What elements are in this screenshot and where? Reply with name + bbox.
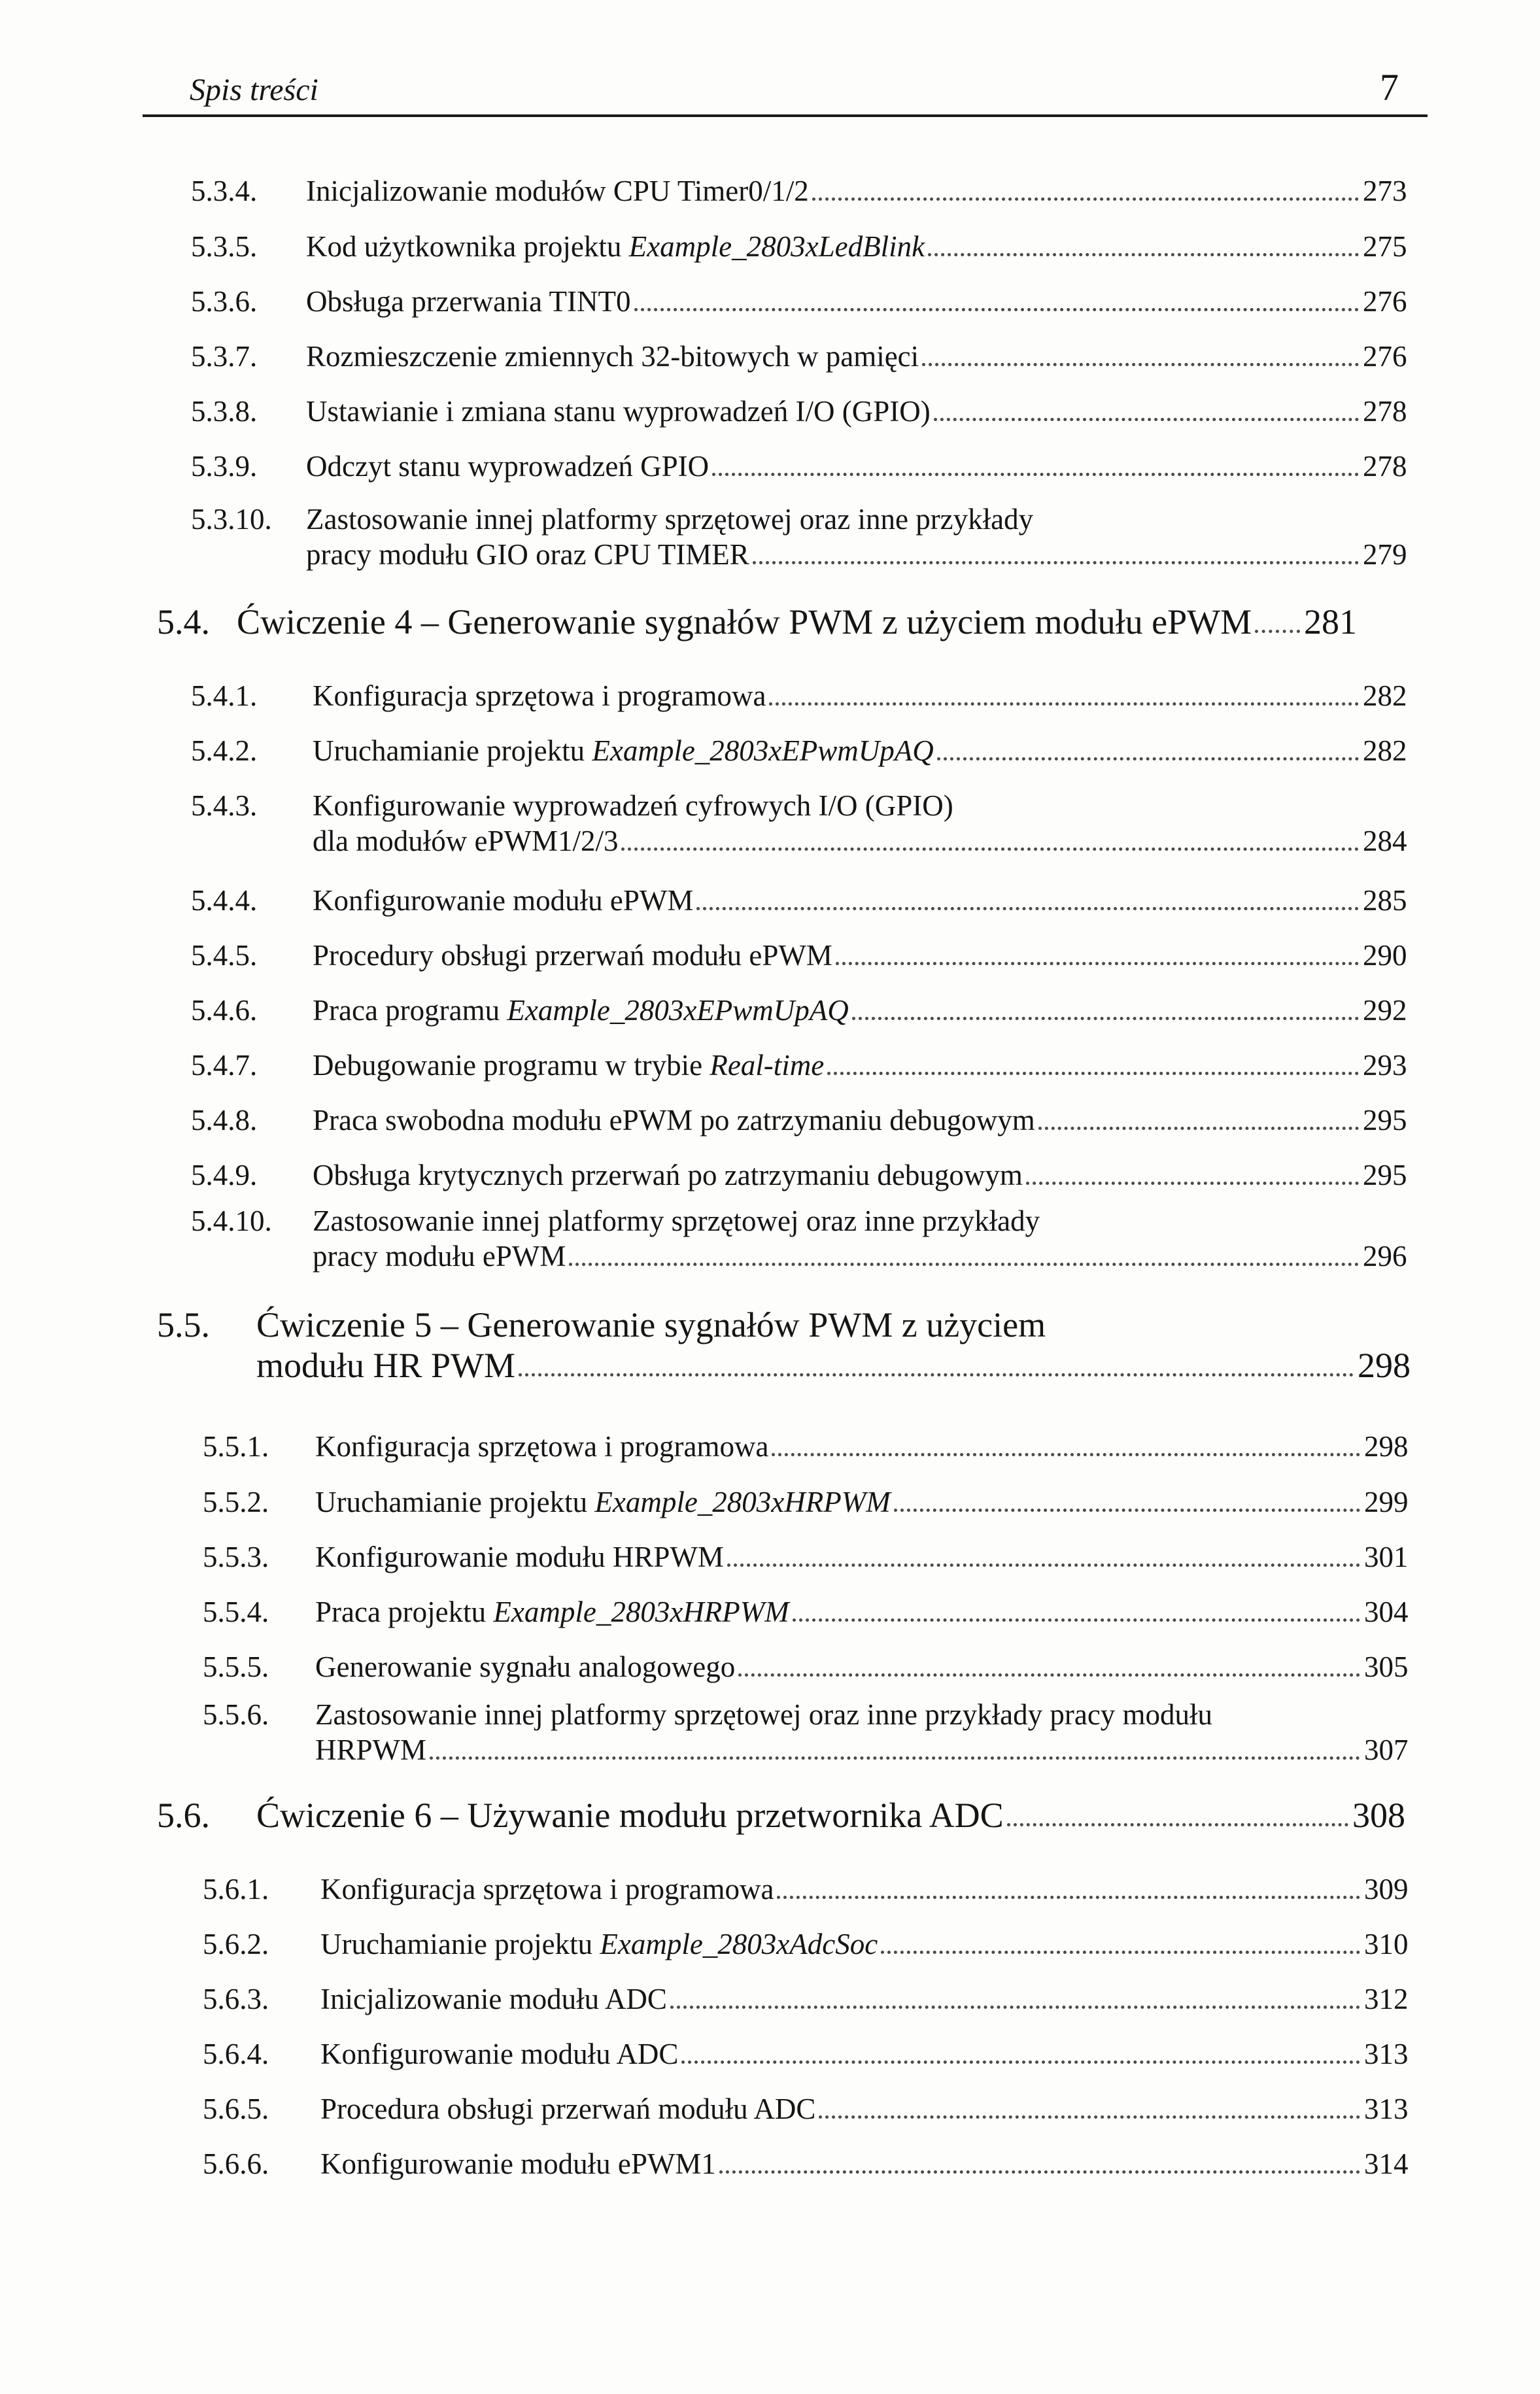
toc-entry[interactable] (203, 2146, 1409, 2181)
dot-leader (430, 1756, 1360, 1760)
toc-entry-page: 295 (1363, 1159, 1407, 1191)
toc-entry-number: 5.5.5. (203, 1650, 269, 1683)
toc-entry-title-text: Rozmieszczenie zmiennych 32-bitowych w pamięci (306, 340, 919, 373)
toc-entry-title-text: Obsługa krytycznych przerwań po zatrzymaniu debugowym (313, 1159, 1023, 1191)
toc-entry-page: 313 (1364, 2038, 1409, 2070)
toc-entry-number: 5.4.4. (191, 884, 258, 917)
toc-entry-page: 314 (1364, 2147, 1409, 2180)
dot-leader (719, 2170, 1360, 2174)
toc-entry-title-line: Zastosowanie innej platformy sprzętowej oraz inne przykłady (306, 503, 1034, 536)
toc-entry-page: 293 (1363, 1049, 1407, 1082)
dot-leader (881, 1951, 1360, 1954)
toc-entry-title (313, 1239, 569, 1274)
toc-entry-title (315, 1732, 430, 1768)
dot-leader (681, 2061, 1360, 2064)
dot-leader (769, 702, 1359, 706)
toc-entry-page: 309 (1364, 1873, 1409, 1906)
toc-entry[interactable] (203, 1594, 1409, 1630)
toc-entry[interactable] (191, 993, 1407, 1028)
toc-entry-page: 308 (1352, 1796, 1405, 1835)
toc-entry[interactable] (191, 502, 1407, 572)
toc-entry-number: 5.4. (157, 602, 210, 641)
toc-entry[interactable] (191, 1203, 1407, 1274)
dot-leader (738, 1673, 1360, 1677)
toc-entry-page: 301 (1364, 1541, 1409, 1573)
toc-entry[interactable] (191, 229, 1407, 264)
toc-entry-title (237, 602, 1255, 642)
dot-leader (1255, 630, 1300, 633)
dot-leader (1026, 1182, 1359, 1185)
toc-entry-page: 278 (1363, 450, 1407, 483)
toc-entry-title (256, 1795, 1007, 1836)
toc-entry-title-text: Uruchamianie projektu (315, 1486, 595, 1518)
toc-entry-title (313, 678, 769, 713)
toc-entry-number: 5.6.6. (203, 2147, 269, 2180)
toc-entry-title-text: Procedura obsługi przerwań modułu ADC (320, 2093, 816, 2125)
dot-leader (1038, 1127, 1359, 1130)
toc-entry[interactable] (191, 1048, 1407, 1083)
toc-entry-title-text: Procedury obsługi przerwań modułu ePWM (313, 939, 832, 972)
toc-entry-title (313, 1157, 1026, 1193)
toc-entry-title-text: Debugowanie programu w trybie (313, 1049, 710, 1082)
toc-entry-title-text: Praca swobodna modułu ePWM po zatrzymaniu debugowym (313, 1104, 1035, 1137)
toc-entry-title-text: Generowanie sygnału analogowego (315, 1650, 736, 1683)
toc-section[interactable] (157, 1305, 1411, 1386)
toc-entry-title-text: Ustawianie i zmiana stanu wyprowadzeń I/O (GPIO) (306, 395, 931, 428)
toc-entry-page: 290 (1363, 939, 1407, 972)
dot-leader (819, 2115, 1360, 2119)
toc-entry-number: 5.4.6. (191, 994, 258, 1027)
toc-entry-title-text: modułu HR PWM (256, 1346, 516, 1385)
toc-entry-number: 5.4.10. (191, 1205, 272, 1237)
toc-entry-number: 5.6. (157, 1796, 210, 1835)
toc-entry-page: 273 (1363, 175, 1407, 207)
toc-entry-page: 276 (1363, 285, 1407, 318)
toc-entry-number: 5.3.7. (191, 340, 258, 373)
toc-entry-title-text: Uruchamianie projektu (320, 1928, 600, 1960)
toc-entry-number: 5.5.6. (203, 1698, 269, 1731)
toc-entry-title-text: Konfigurowanie modułu HRPWM (315, 1541, 724, 1573)
dot-leader (894, 1509, 1360, 1512)
toc-entry[interactable] (191, 339, 1407, 374)
toc-entry-page: 282 (1363, 734, 1407, 767)
toc-entry-project-name: Example_2803xHRPWM (594, 1486, 891, 1518)
toc-entry-title-text: pracy modułu GIO oraz CPU TIMER (306, 538, 749, 571)
toc-entry[interactable] (203, 1926, 1409, 1962)
toc-entry[interactable] (191, 678, 1407, 713)
toc-entry-project-name: Example_2803xEPwmUpAQ (592, 734, 934, 767)
toc-entry-number: 5.3.9. (191, 450, 258, 483)
toc-entry-page: 276 (1363, 340, 1407, 373)
dot-leader (634, 308, 1360, 311)
toc-entry-number: 5.5.1. (203, 1430, 269, 1463)
dot-leader (827, 1072, 1359, 1075)
dot-leader (519, 1373, 1354, 1377)
toc-entry-project-name: Example_2803xHRPWM (493, 1596, 789, 1628)
toc-entry-title (306, 173, 812, 209)
toc-entry[interactable] (203, 1981, 1409, 2017)
toc-entry[interactable] (191, 883, 1407, 918)
toc-entry-page: 292 (1363, 994, 1407, 1027)
toc-entry-page: 285 (1363, 884, 1407, 917)
toc-entry-title-line: Ćwiczenie 5 – Generowanie sygnałów PWM z użyciem (256, 1305, 1046, 1344)
dot-leader (753, 561, 1359, 564)
toc-entry-title-text: Uruchamianie projektu (313, 734, 592, 767)
toc-entry-title-text: Ćwiczenie 4 – Generowanie sygnałów PWM z użyciem modułu ePWM (237, 602, 1252, 641)
toc-entry-project-name: Example_2803xLedBlink (628, 230, 925, 263)
toc-entry[interactable] (191, 394, 1407, 429)
toc-section[interactable] (157, 1795, 1405, 1836)
toc-entry-title-text: pracy modułu ePWM (313, 1240, 566, 1273)
toc-entry-project-name: Example_2803xEPwmUpAQ (507, 994, 849, 1027)
toc-entry-project-name: Example_2803xAdcSoc (600, 1928, 878, 1960)
toc-entry-page: 298 (1364, 1430, 1409, 1463)
dot-leader (836, 962, 1359, 965)
toc-entry-title (315, 1649, 738, 1684)
toc-entry-page: 312 (1364, 1983, 1409, 2015)
toc-entry-number: 5.3.4. (191, 175, 258, 207)
header-rule (143, 114, 1428, 117)
toc-entry-title (306, 229, 928, 264)
toc-entry-title-text: Konfigurowanie modułu ePWM (313, 884, 694, 917)
toc-entry-title (313, 1048, 827, 1083)
toc-entry-number: 5.3.6. (191, 285, 258, 318)
toc-entry-title (306, 394, 934, 429)
toc-entry-page: 281 (1304, 602, 1357, 641)
toc-entry-number: 5.5.3. (203, 1541, 269, 1573)
toc-entry-title (320, 2146, 719, 2181)
toc-entry[interactable] (203, 1872, 1409, 1907)
toc-entry-number: 5.4.5. (191, 939, 258, 972)
dot-leader (621, 847, 1359, 851)
toc-entry-title (315, 1594, 793, 1630)
dot-leader (812, 197, 1359, 201)
toc-entry-number: 5.5.4. (203, 1596, 269, 1628)
toc-entry-title-text: Inicjalizowanie modułów CPU Timer0/1/2 (306, 175, 809, 207)
toc-section[interactable] (157, 602, 1357, 642)
dot-leader (1007, 1823, 1348, 1826)
toc-entry-title (313, 1103, 1038, 1138)
toc-entry-title (306, 284, 634, 319)
toc-entry-title-line: Zastosowanie innej platformy sprzętowej oraz inne przykłady pracy modułu (315, 1698, 1213, 1731)
toc-entry[interactable] (203, 2091, 1409, 2127)
toc-entry-title (320, 1926, 881, 1962)
toc-entry-title (306, 339, 922, 374)
dot-leader (934, 418, 1359, 421)
toc-entry-title-text: dla modułów ePWM1/2/3 (313, 825, 619, 857)
toc-entry-page: 298 (1358, 1346, 1411, 1385)
running-header-title: Spis treści (190, 73, 318, 107)
toc-entry-title-text: Ćwiczenie 6 – Używanie modułu przetwornika ADC (256, 1796, 1004, 1835)
toc-entry-title (306, 449, 712, 484)
toc-entry-page: 304 (1364, 1596, 1409, 1628)
toc-entry-title-text: Kod użytkownika projektu (306, 230, 629, 263)
toc-entry-title-text: Praca programu (313, 994, 507, 1027)
toc-entry-title-text: Konfiguracja sprzętowa i programowa (315, 1430, 769, 1463)
toc-entry-title (320, 1872, 777, 1907)
toc-entry-number: 5.4.7. (191, 1049, 258, 1082)
dot-leader (922, 363, 1359, 366)
toc-entry-number: 5.3.5. (191, 230, 258, 263)
toc-entry-page: 299 (1364, 1486, 1409, 1518)
toc-entry[interactable] (203, 2036, 1409, 2072)
dot-leader (696, 907, 1359, 910)
toc-entry-title (313, 883, 696, 918)
toc-entry-number: 5.3.10. (191, 503, 272, 536)
toc-entry-title (315, 1539, 727, 1575)
toc-entry-page: 279 (1363, 538, 1407, 571)
dot-leader (569, 1263, 1359, 1266)
toc-entry[interactable] (203, 1649, 1409, 1684)
toc-entry-number: 5.4.8. (191, 1104, 258, 1137)
dot-leader (777, 1896, 1360, 1899)
toc-entry[interactable] (191, 788, 1407, 859)
toc-entry-title (256, 1345, 519, 1386)
dot-leader (852, 1017, 1359, 1020)
toc-entry-title-text: Obsługa przerwania TINT0 (306, 285, 631, 318)
toc-entry[interactable] (191, 1157, 1407, 1193)
toc-entry-number: 5.6.3. (203, 1983, 269, 2015)
page-number: 7 (1380, 66, 1399, 109)
toc-entry-title (315, 1429, 772, 1464)
toc-entry-title (313, 938, 836, 973)
toc-entry-page: 310 (1364, 1928, 1409, 1960)
toc-entry[interactable] (191, 1103, 1407, 1138)
toc-entry-title (320, 1981, 670, 2017)
toc-entry[interactable] (191, 284, 1407, 319)
dot-leader (772, 1453, 1360, 1456)
toc-entry[interactable] (191, 733, 1407, 768)
toc-entry-page: 284 (1363, 825, 1407, 857)
dot-leader (727, 1564, 1360, 1567)
toc-entry-number: 5.6.4. (203, 2038, 269, 2070)
toc-entry-number: 5.5. (157, 1305, 210, 1344)
toc-entry-title-text: HRPWM (315, 1734, 427, 1766)
toc-entry[interactable] (191, 449, 1407, 484)
toc-entry-title-text: Konfigurowanie modułu ADC (320, 2038, 679, 2070)
toc-entry-number: 5.6.1. (203, 1873, 269, 1906)
toc-entry-title-text: Konfiguracja sprzętowa i programowa (320, 1873, 774, 1906)
toc-entry-title (320, 2036, 681, 2072)
toc-entry-title-text: Odczyt stanu wyprowadzeń GPIO (306, 450, 710, 483)
toc-entry-title (313, 993, 852, 1028)
toc-entry-title (320, 2091, 819, 2127)
toc-entry-title-text: Konfigurowanie modułu ePWM1 (320, 2147, 716, 2180)
toc-entry-number: 5.4.2. (191, 734, 258, 767)
toc-entry-title-line: Konfigurowanie wyprowadzeń cyfrowych I/O (GPIO) (313, 789, 953, 822)
toc-entry-title (315, 1484, 894, 1520)
toc-entry-number: 5.4.1. (191, 679, 258, 712)
dot-leader (712, 473, 1359, 476)
toc-entry-page: 307 (1364, 1734, 1409, 1766)
toc-entry-number: 5.6.5. (203, 2093, 269, 2125)
toc-entry-page: 278 (1363, 395, 1407, 428)
toc-entry[interactable] (203, 1697, 1409, 1768)
toc-entry-title (313, 823, 621, 859)
dot-leader (793, 1618, 1360, 1622)
dot-leader (937, 757, 1359, 761)
toc-entry[interactable] (203, 1484, 1409, 1520)
toc-entry-title-text: Inicjalizowanie modułu ADC (320, 1983, 667, 2015)
toc-entry[interactable] (191, 938, 1407, 973)
toc-entry-number: 5.5.2. (203, 1486, 269, 1518)
toc-entry-number: 5.3.8. (191, 395, 258, 428)
toc-entry-project-name: Real-time (710, 1049, 825, 1082)
dot-leader (670, 2006, 1360, 2009)
toc-entry-title-text: Konfiguracja sprzętowa i programowa (313, 679, 766, 712)
toc-entry[interactable] (203, 1539, 1409, 1575)
toc-entry-page: 296 (1363, 1240, 1407, 1273)
dot-leader (928, 253, 1359, 256)
toc-entry-page: 282 (1363, 679, 1407, 712)
toc-entry-title-text: Praca projektu (315, 1596, 494, 1628)
toc-entry-title (313, 733, 937, 768)
toc-entry-page: 275 (1363, 230, 1407, 263)
toc-entry-title (306, 537, 753, 572)
toc-entry-page: 313 (1364, 2093, 1409, 2125)
toc-entry-number: 5.6.2. (203, 1928, 269, 1960)
toc-entry-title-line: Zastosowanie innej platformy sprzętowej oraz inne przykłady (313, 1205, 1040, 1237)
toc-entry-page: 295 (1363, 1104, 1407, 1137)
toc-entry[interactable] (203, 1429, 1409, 1464)
toc-entry-number: 5.4.9. (191, 1159, 258, 1191)
toc-entry-page: 305 (1364, 1650, 1409, 1683)
toc-entry[interactable] (191, 173, 1407, 209)
toc-entry-number: 5.4.3. (191, 789, 258, 822)
